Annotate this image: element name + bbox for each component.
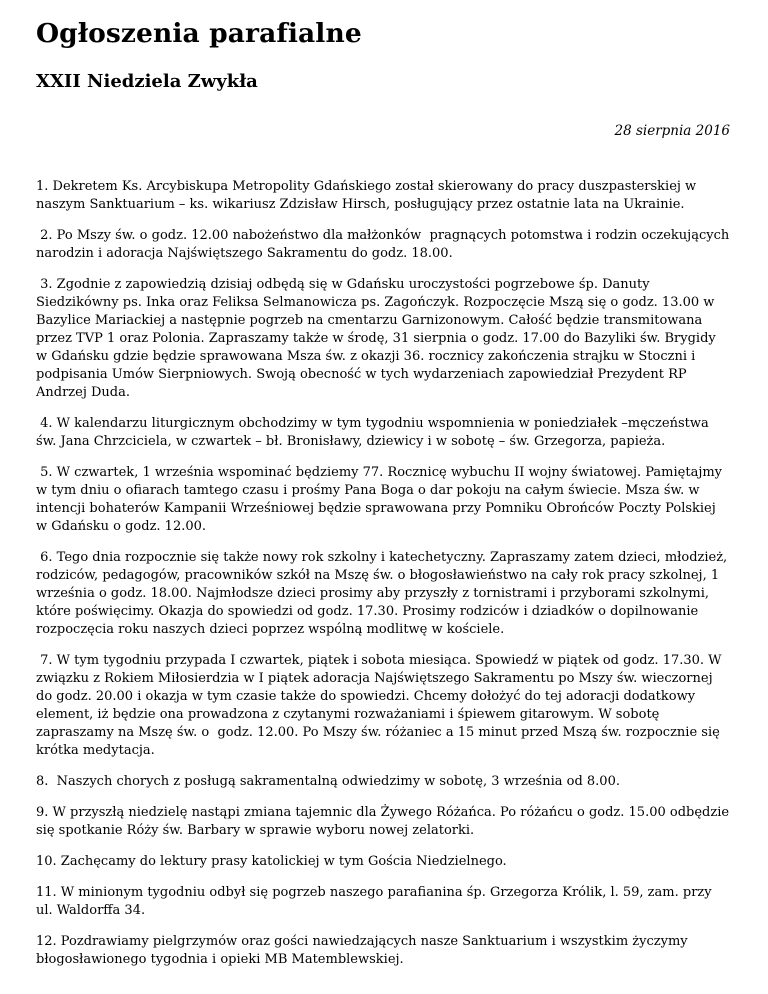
- announcement-item: 11. W minionym tygodniu odbył się pogrzeb naszego parafianina śp. Grzegorza Królik, l. 59, zam. przy ul. Waldorffa 34.: [36, 885, 716, 918]
- page-subtitle: XXII Niedziela Zwykła: [36, 71, 258, 92]
- announcement-item: 5. W czwartek, 1 września wspominać będziemy 77. Rocznicę wybuchu II wojny światowej. Pamiętajmy w tym dniu o ofiarach tamtego czasu i prośmy Pana Boga o dar pokoju na całym świecie. Msza św. w intencji bohaterów Kampanii Wrześniowej będzie sprawowana przy Pomniku Obrońców Poczty Polskiej w Gdańsku o godz. 12.00.: [36, 465, 727, 534]
- announcement-item: 6. Tego dnia rozpocznie się także nowy rok szkolny i katechetyczny. Zapraszamy zatem dzieci, młodzież, rodziców, pedagogów, pracowników szkół na Mszę św. o błogosławieństwo na cały rok pracy szkolnej, 1 września o godz. 18.00. Najmłodsze dzieci prosimy aby przyszły z tornistrami i przyborami szkolnymi, które poświęcimy. Okazja do spowiedzi od godz. 17.30. Prosimy rodziców i dziadków o dopilnowanie rozpoczęcia roku naszych dzieci poprzez wspólną modlitwę w kościele.: [36, 550, 732, 637]
- announcement-item: 3. Zgodnie z zapowiedzią dzisiaj odbędą się w Gdańsku uroczystości pogrzebowe śp. Danuty Siedzikówny ps. Inka oraz Feliksa Selmanowicza ps. Zagończyk. Rozpoczęcie Mszą się o godz. 13.00 w Bazylice Mariackiej a następnie pogrzeb na cmentarzu Garnizonowym. Całość będzie transmitowana przez TVP 1 oraz Polonia. Zapraszamy także w środę, 31 sierpnia o godz. 17.00 do Bazyliki św. Brygidy w Gdańsku gdzie będzie sprawowana Msza św. z okazji 36. rocznicy zakończenia strajku w Stoczni i podpisania Umów Sierpniowych. Swoją obecność w tych wydarzeniach zapowiedział Prezydent RP Andrzej Duda.: [36, 277, 720, 400]
- announcement-item: 8. Naszych chorych z posługą sakramentalną odwiedzimy w sobotę, 3 września od 8.00.: [36, 774, 620, 789]
- document-date: 28 sierpnia 2016: [614, 123, 730, 139]
- announcement-item: 10. Zachęcamy do lektury prasy katolickiej w tym Gościa Niedzielnego.: [36, 854, 507, 869]
- announcement-item: 2. Po Mszy św. o godz. 12.00 nabożeństwo dla małżonków pragnących potomstwa i rodzin oczekujących narodzin i adoracja Najświętszego Sakramentu do godz. 18.00.: [36, 228, 734, 261]
- announcements-list: [36, 178, 734, 982]
- page-title: Ogłoszenia parafialne: [36, 18, 362, 49]
- announcement-item: 4. W kalendarzu liturgicznym obchodzimy w tym tygodniu wspomnienia w poniedziałek –męczeństwa św. Jana Chrzciciela, w czwartek – bł. Bronisławy, dziewicy i w sobotę – św. Grzegorza, papieża.: [36, 416, 713, 449]
- announcement-item: 1. Dekretem Ks. Arcybiskupa Metropolity Gdańskiego został skierowany do pracy duszpasterskiej w naszym Sanktuarium – ks. wikariusz Zdzisław Hirsch, posługujący przez ostatnie lata na Ukrainie.: [36, 179, 701, 212]
- announcement-item: 9. W przyszłą niedzielę nastąpi zmiana tajemnic dla Żywego Różańca. Po różańcu o godz. 15.00 odbędzie się spotkanie Róży św. Barbary w sprawie wyboru nowej zelatorki.: [36, 805, 734, 838]
- announcement-item: 7. W tym tygodniu przypada I czwartek, piątek i sobota miesiąca. Spowiedź w piątek od godz. 17.30. W związku z Rokiem Miłosierdzia w I piątek adoracja Najświętszego Sakramentu po Mszy św. wieczornej do godz. 20.00 i okazja w tym czasie także do spowiedzi. Chcemy dołożyć do tej adoracji dodatkowy element, iż będzie ona prowadzona z czytanymi rozważaniami i śpiewem gitarowym. W sobotę zapraszamy na Mszę św. o godz. 12.00. Po Mszy św. różaniec a 15 minut przed Mszą św. rozpocznie się krótka medytacja.: [36, 653, 726, 758]
- announcement-item: 12. Pozdrawiamy pielgrzymów oraz gości nawiedzających nasze Sanktuarium i wszystkim życzymy błogosławionego tygodnia i opieki MB Matemblewskiej.: [36, 934, 692, 967]
